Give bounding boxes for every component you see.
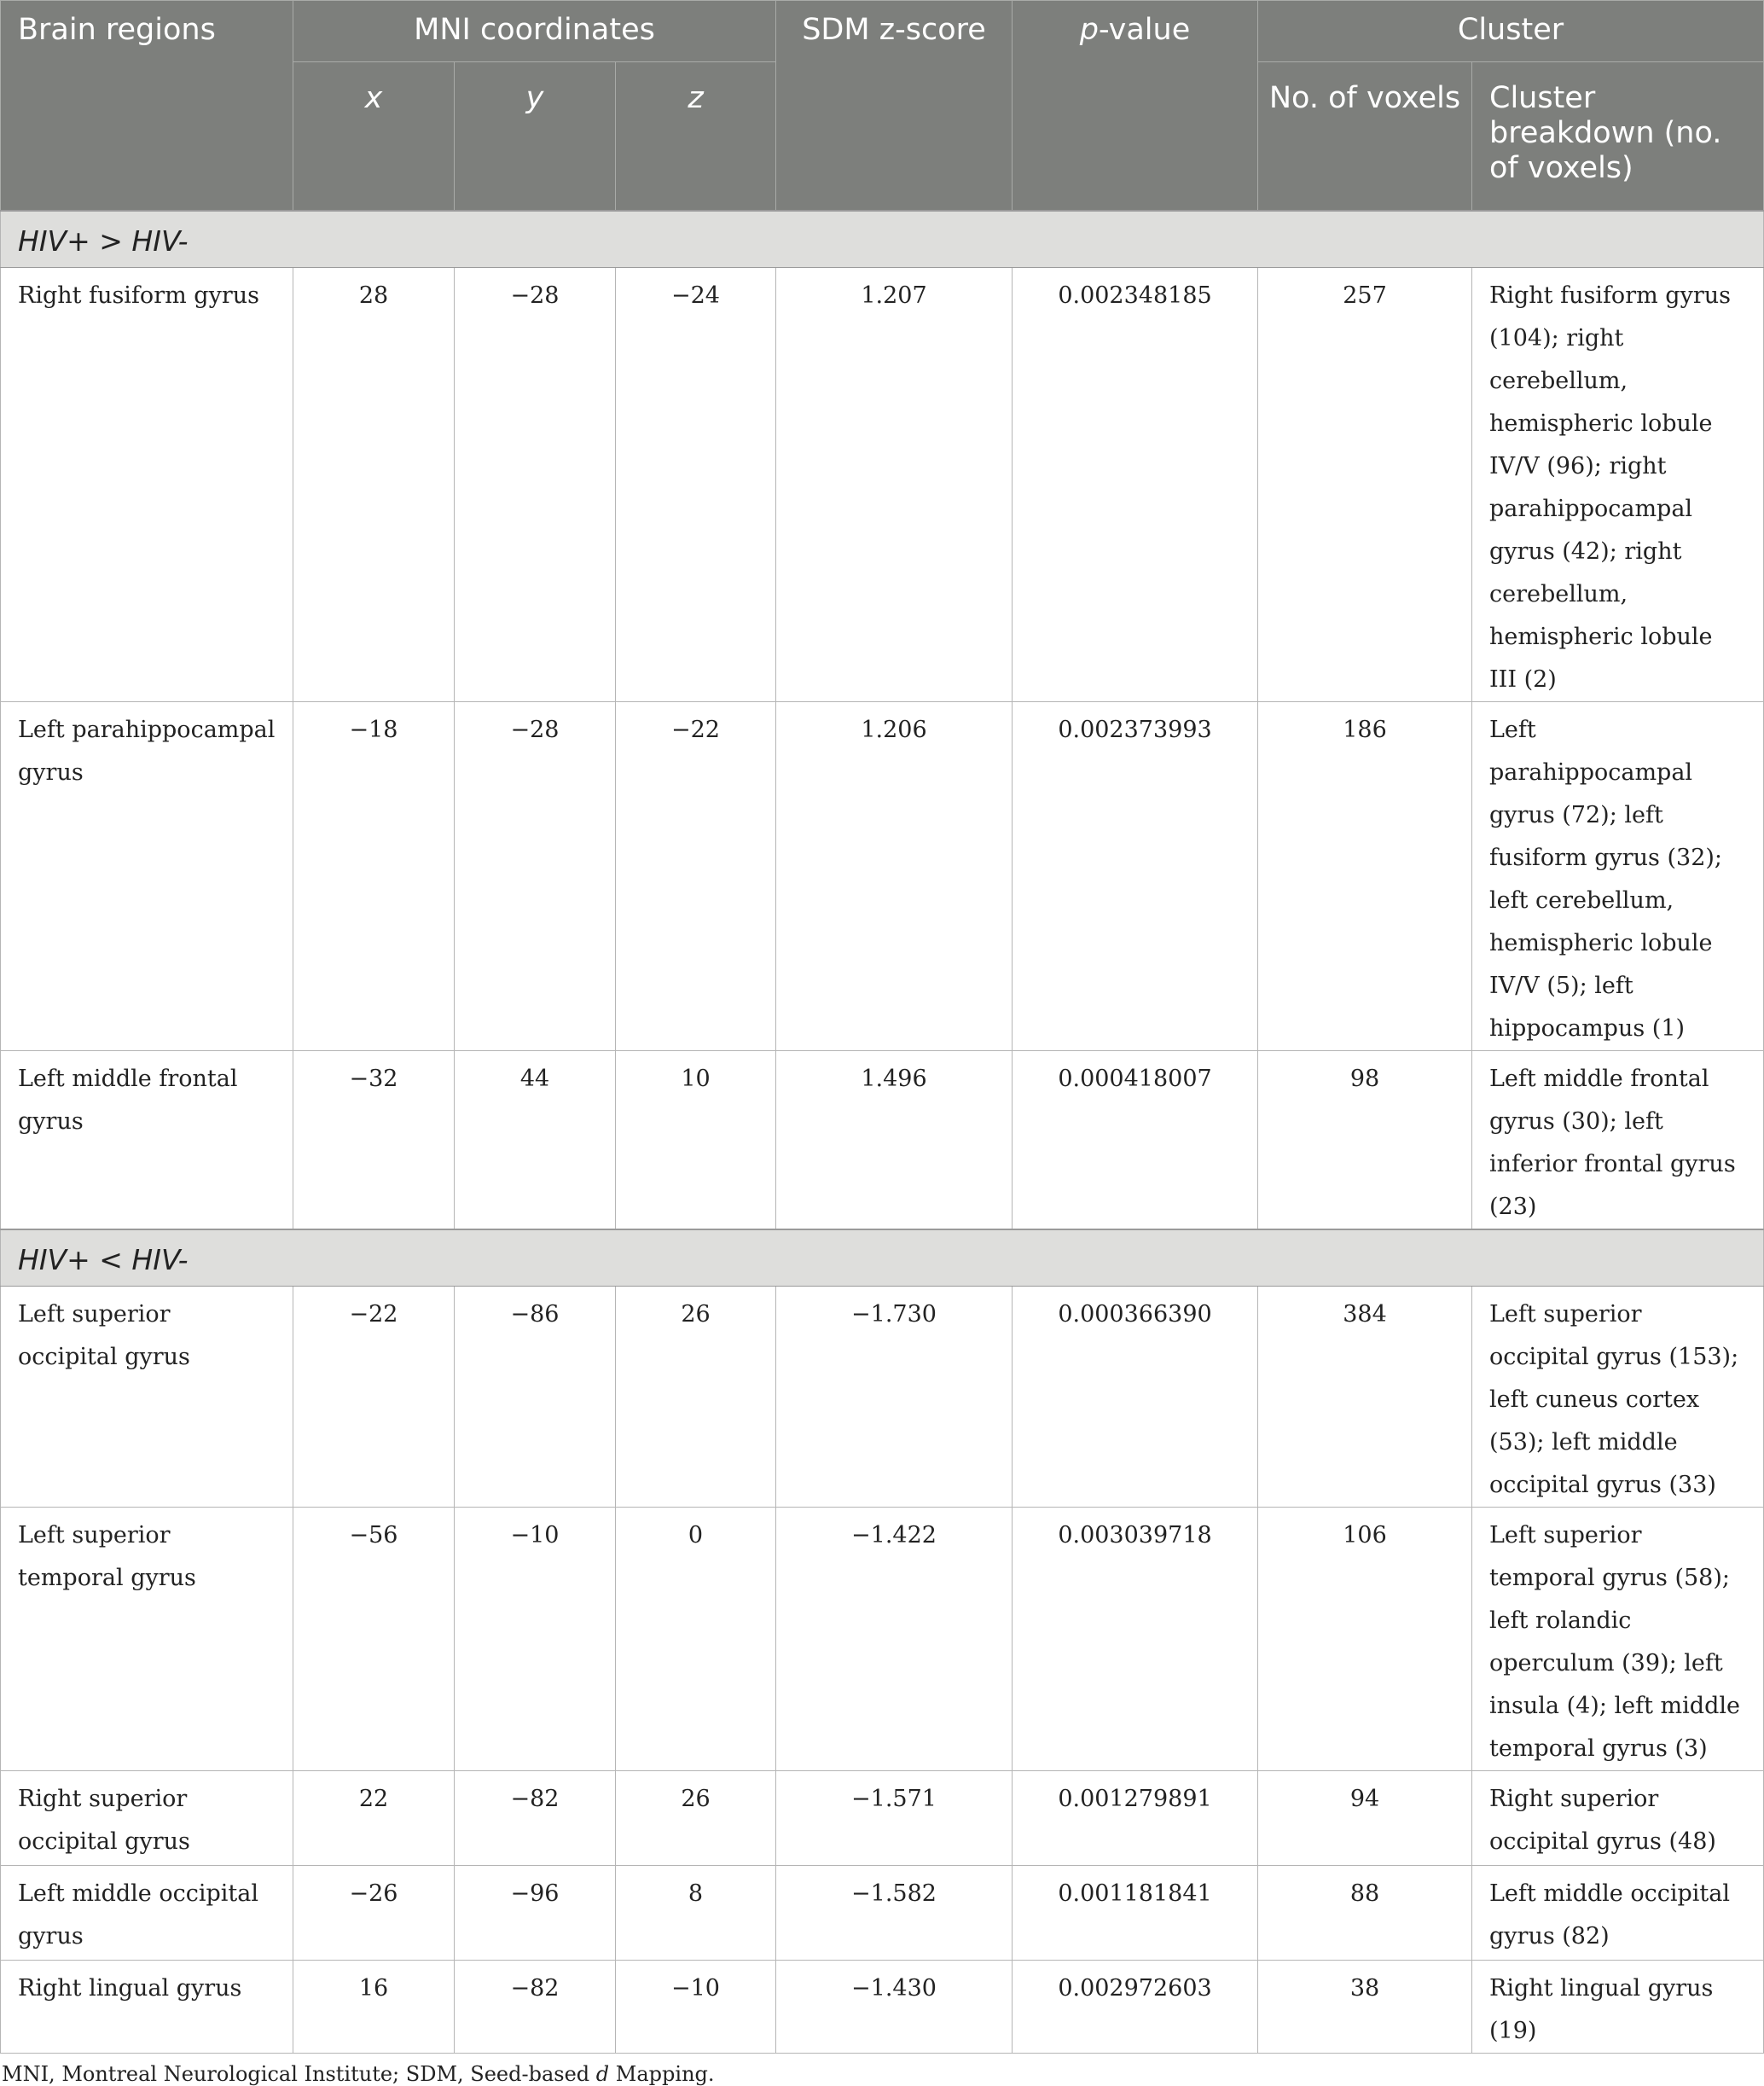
cell-z: −22 (616, 702, 776, 1051)
cell-voxels: 88 (1258, 1866, 1472, 1961)
cell-sdm: −1.582 (776, 1866, 1013, 1961)
table-row (1, 1287, 1764, 1508)
cell-z: −10 (616, 1961, 776, 2054)
cell-p-value: 0.002348185 (1013, 268, 1258, 702)
cell-x: 28 (293, 268, 455, 702)
cell-y: −10 (455, 1508, 616, 1771)
footnote-text-end: Mapping. (609, 2062, 715, 2086)
table-row (1, 702, 1764, 1051)
header-y: y (455, 62, 616, 212)
cell-p-value: 0.002373993 (1013, 702, 1258, 1051)
cell-sdm: 1.206 (776, 702, 1013, 1051)
cell-p-value: 0.002972603 (1013, 1961, 1258, 2054)
cell-z: 0 (616, 1508, 776, 1771)
table-footnote (0, 2062, 1764, 2086)
cell-voxels: 106 (1258, 1508, 1472, 1771)
cell-z: 26 (616, 1287, 776, 1508)
cell-z: 8 (616, 1866, 776, 1961)
cell-region: Left middle frontal gyrus (1, 1051, 293, 1230)
cell-voxels: 186 (1258, 702, 1472, 1051)
header-mni-coordinates: MNI coordinates (293, 1, 776, 62)
cell-x: −56 (293, 1508, 455, 1771)
header-cluster-breakdown: Cluster breakdown (no. of voxels) (1472, 62, 1764, 212)
header-sdm-z-score: SDM z-score (776, 1, 1013, 212)
cell-sdm: 1.496 (776, 1051, 1013, 1230)
cell-x: 22 (293, 1771, 455, 1866)
cell-region: Right superior occipital gyrus (1, 1771, 293, 1866)
cell-voxels: 98 (1258, 1051, 1472, 1230)
cell-p-value: 0.003039718 (1013, 1508, 1258, 1771)
cell-z: 26 (616, 1771, 776, 1866)
cell-sdm: −1.571 (776, 1771, 1013, 1866)
cell-z: 10 (616, 1051, 776, 1230)
cell-region: Left superior occipital gyrus (1, 1287, 293, 1508)
cell-y: −86 (455, 1287, 616, 1508)
footnote-italic-d: d (595, 2062, 610, 2086)
header-p-rest: -value (1098, 13, 1191, 47)
cell-y: −82 (455, 1771, 616, 1866)
cell-p-value: 0.001279891 (1013, 1771, 1258, 1866)
cell-breakdown: Left superior temporal gyrus (58); left rolandic operculum (39); left insula (4); left middle temporal gyrus (3) (1472, 1508, 1764, 1771)
header-p-italic: p (1079, 13, 1099, 47)
cell-x: −26 (293, 1866, 455, 1961)
cell-breakdown: Left parahippocampal gyrus (72); left fusiform gyrus (32); left cerebellum, hemispheric lobule IV/V (5); left hippocampus (1) (1472, 702, 1764, 1051)
cell-region: Right fusiform gyrus (1, 268, 293, 702)
cell-breakdown: Left middle occipital gyrus (82) (1472, 1866, 1764, 1961)
header-x: x (293, 62, 455, 212)
cell-region: Left superior temporal gyrus (1, 1508, 293, 1771)
cell-region: Left middle occipital gyrus (1, 1866, 293, 1961)
cell-voxels: 384 (1258, 1287, 1472, 1508)
cell-z: −24 (616, 268, 776, 702)
table-row (1, 1961, 1764, 2054)
cell-breakdown: Right superior occipital gyrus (48) (1472, 1771, 1764, 1866)
cell-p-value: 0.001181841 (1013, 1866, 1258, 1961)
cell-y: −82 (455, 1961, 616, 2054)
section-label: HIV+ > HIV- (1, 211, 1764, 268)
header-brain-regions: Brain regions (1, 1, 293, 212)
cell-breakdown: Left superior occipital gyrus (153); left cuneus cortex (53); left middle occipital gyrus (33) (1472, 1287, 1764, 1508)
table-row (1, 1051, 1764, 1230)
cell-x: −32 (293, 1051, 455, 1230)
cell-voxels: 38 (1258, 1961, 1472, 2054)
table-body (1, 211, 1764, 2054)
cell-sdm: −1.430 (776, 1961, 1013, 2054)
section-row (1, 211, 1764, 268)
cell-sdm: −1.422 (776, 1508, 1013, 1771)
table-header (1, 1, 1764, 212)
cell-breakdown: Right lingual gyrus (19) (1472, 1961, 1764, 2054)
cell-y: −96 (455, 1866, 616, 1961)
cell-x: −18 (293, 702, 455, 1051)
cell-y: −28 (455, 268, 616, 702)
table-row (1, 1866, 1764, 1961)
cell-x: −22 (293, 1287, 455, 1508)
header-cluster: Cluster (1258, 1, 1764, 62)
header-p-value (1013, 1, 1258, 212)
section-row (1, 1229, 1764, 1287)
footnote-text-start: MNI, Montreal Neurological Institute; SDM, Seed-based (2, 2062, 596, 2086)
cell-sdm: 1.207 (776, 268, 1013, 702)
cell-sdm: −1.730 (776, 1287, 1013, 1508)
cell-p-value: 0.000418007 (1013, 1051, 1258, 1230)
header-no-of-voxels: No. of voxels (1258, 62, 1472, 212)
section-label: HIV+ < HIV- (1, 1229, 1764, 1287)
header-z: z (616, 62, 776, 212)
cell-region: Left parahippocampal gyrus (1, 702, 293, 1051)
cell-voxels: 257 (1258, 268, 1472, 702)
cell-breakdown: Left middle frontal gyrus (30); left inferior frontal gyrus (23) (1472, 1051, 1764, 1230)
cell-breakdown: Right fusiform gyrus (104); right cerebellum, hemispheric lobule IV/V (96); right parahippocampal gyrus (42); right cerebellum, hemispheric lobule III (2) (1472, 268, 1764, 702)
cell-p-value: 0.000366390 (1013, 1287, 1258, 1508)
cell-region: Right lingual gyrus (1, 1961, 293, 2054)
table-row (1, 1771, 1764, 1866)
cell-x: 16 (293, 1961, 455, 2054)
table-row (1, 1508, 1764, 1771)
table-row (1, 268, 1764, 702)
cell-y: −28 (455, 702, 616, 1051)
cell-y: 44 (455, 1051, 616, 1230)
cell-voxels: 94 (1258, 1771, 1472, 1866)
